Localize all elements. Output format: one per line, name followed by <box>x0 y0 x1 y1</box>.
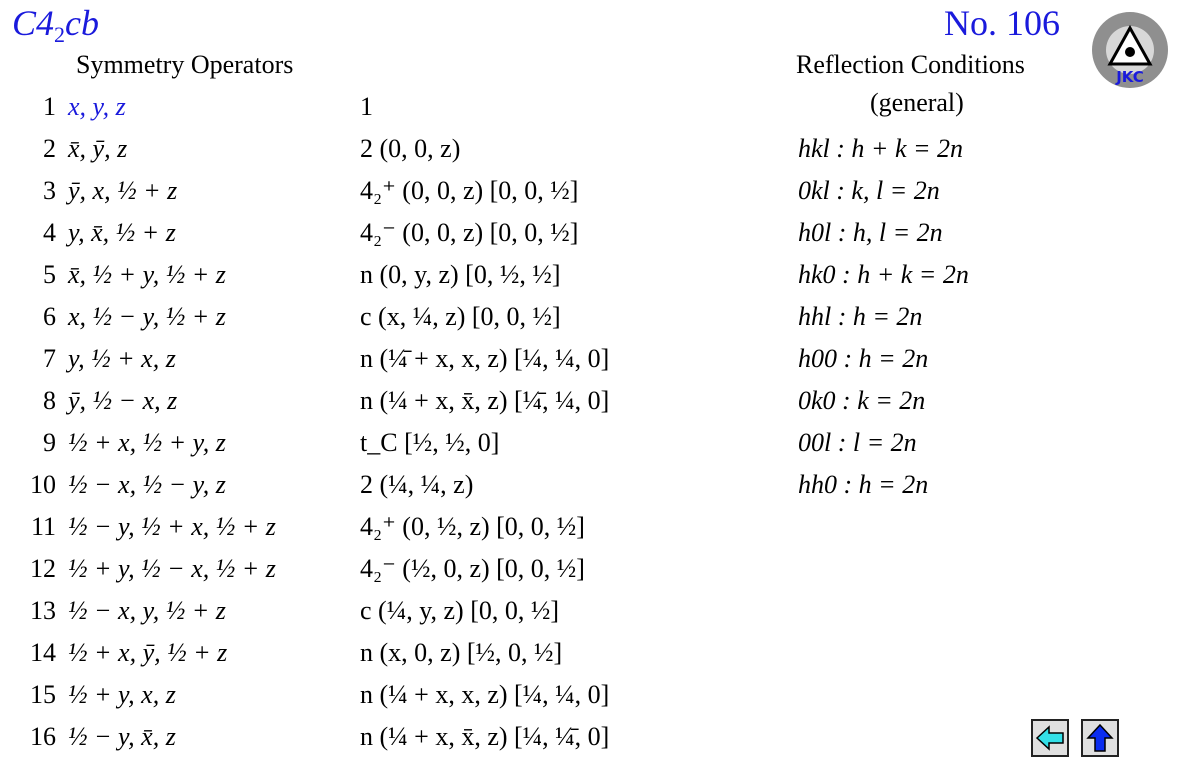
general-label: (general) <box>870 88 964 117</box>
operator-row: 10 ½ − x, ½ − y, z 2 (¼, ¼, z) <box>30 470 474 499</box>
space-group-number: No. 106 <box>944 3 1060 43</box>
operator-row: 12 ½ + y, ½ − x, ½ + z 4₂⁻ (½, 0, z) [0, 0, ½] <box>30 554 585 583</box>
operator-row: 13 ½ − x, y, ½ + z c (¼, y, z) [0, 0, ½] <box>30 596 560 625</box>
operator-row: 7 y, ½ + x, z n (¼̄ + x, x, z) [¼, ¼, 0] <box>43 344 610 373</box>
reflection-condition: h0l : h, l = 2n <box>798 218 943 247</box>
operator-row: 15 ½ + y, x, z n (¼ + x, x, z) [¼, ¼, 0] <box>30 680 610 709</box>
operator-row: 11 ½ − y, ½ + x, ½ + z 4₂⁺ (0, ½, z) [0, 0, ½] <box>30 512 585 541</box>
up-button[interactable] <box>1081 719 1119 757</box>
operator-row: 6 x, ½ − y, ½ + z c (x, ¼, z) [0, 0, ½] <box>43 302 561 331</box>
reflection-condition: 0kl : k, l = 2n <box>798 176 940 205</box>
operator-row: 8 ȳ, ½ − x, z n (¼ + x, x̄, z) [¼̄, ¼, 0] <box>43 386 610 415</box>
operator-row: 5 x̄, ½ + y, ½ + z n (0, y, z) [0, ½, ½] <box>43 260 561 289</box>
reflection-conditions-heading: Reflection Conditions <box>796 50 1025 79</box>
operator-row: 4 y, x̄, ½ + z 4₂⁻ (0, 0, z) [0, 0, ½] <box>43 218 579 247</box>
back-button[interactable] <box>1031 719 1069 757</box>
reflection-condition: h00 : h = 2n <box>798 344 929 373</box>
reflection-condition: hhl : h = 2n <box>798 302 923 331</box>
reflection-condition: hk0 : h + k = 2n <box>798 260 969 289</box>
space-group-symbol: $C4_2cb$ <box>12 3 99 47</box>
jkc-logo <box>1088 10 1172 90</box>
symmetry-operators-heading: Symmetry Operators <box>76 50 294 79</box>
left-arrow-icon <box>1035 725 1065 751</box>
up-arrow-icon <box>1086 723 1114 753</box>
operator-row: 14 ½ + x, ȳ, ½ + z n (x, 0, z) [½, 0, ½] <box>30 638 563 667</box>
operator-row: 16 ½ − y, x̄, z n (¼ + x, x̄, z) [¼, ¼̄, 0] <box>30 722 610 751</box>
reflection-condition: 0k0 : k = 2n <box>798 386 926 415</box>
operator-row: 1 x, y, z 1 <box>43 92 373 121</box>
reflection-condition: hkl : h + k = 2n <box>798 134 964 163</box>
operator-row: 2 x̄, ȳ, z 2 (0, 0, z) <box>43 134 461 163</box>
reflection-condition: 00l : l = 2n <box>798 428 917 457</box>
reflection-condition: hh0 : h = 2n <box>798 470 929 499</box>
svg-text:JKC: JKC <box>1116 68 1144 86</box>
operator-row: 9 ½ + x, ½ + y, z t_C [½, ½, 0] <box>43 428 500 457</box>
operator-row: 3 ȳ, x, ½ + z 4₂⁺ (0, 0, z) [0, 0, ½] <box>43 176 579 205</box>
